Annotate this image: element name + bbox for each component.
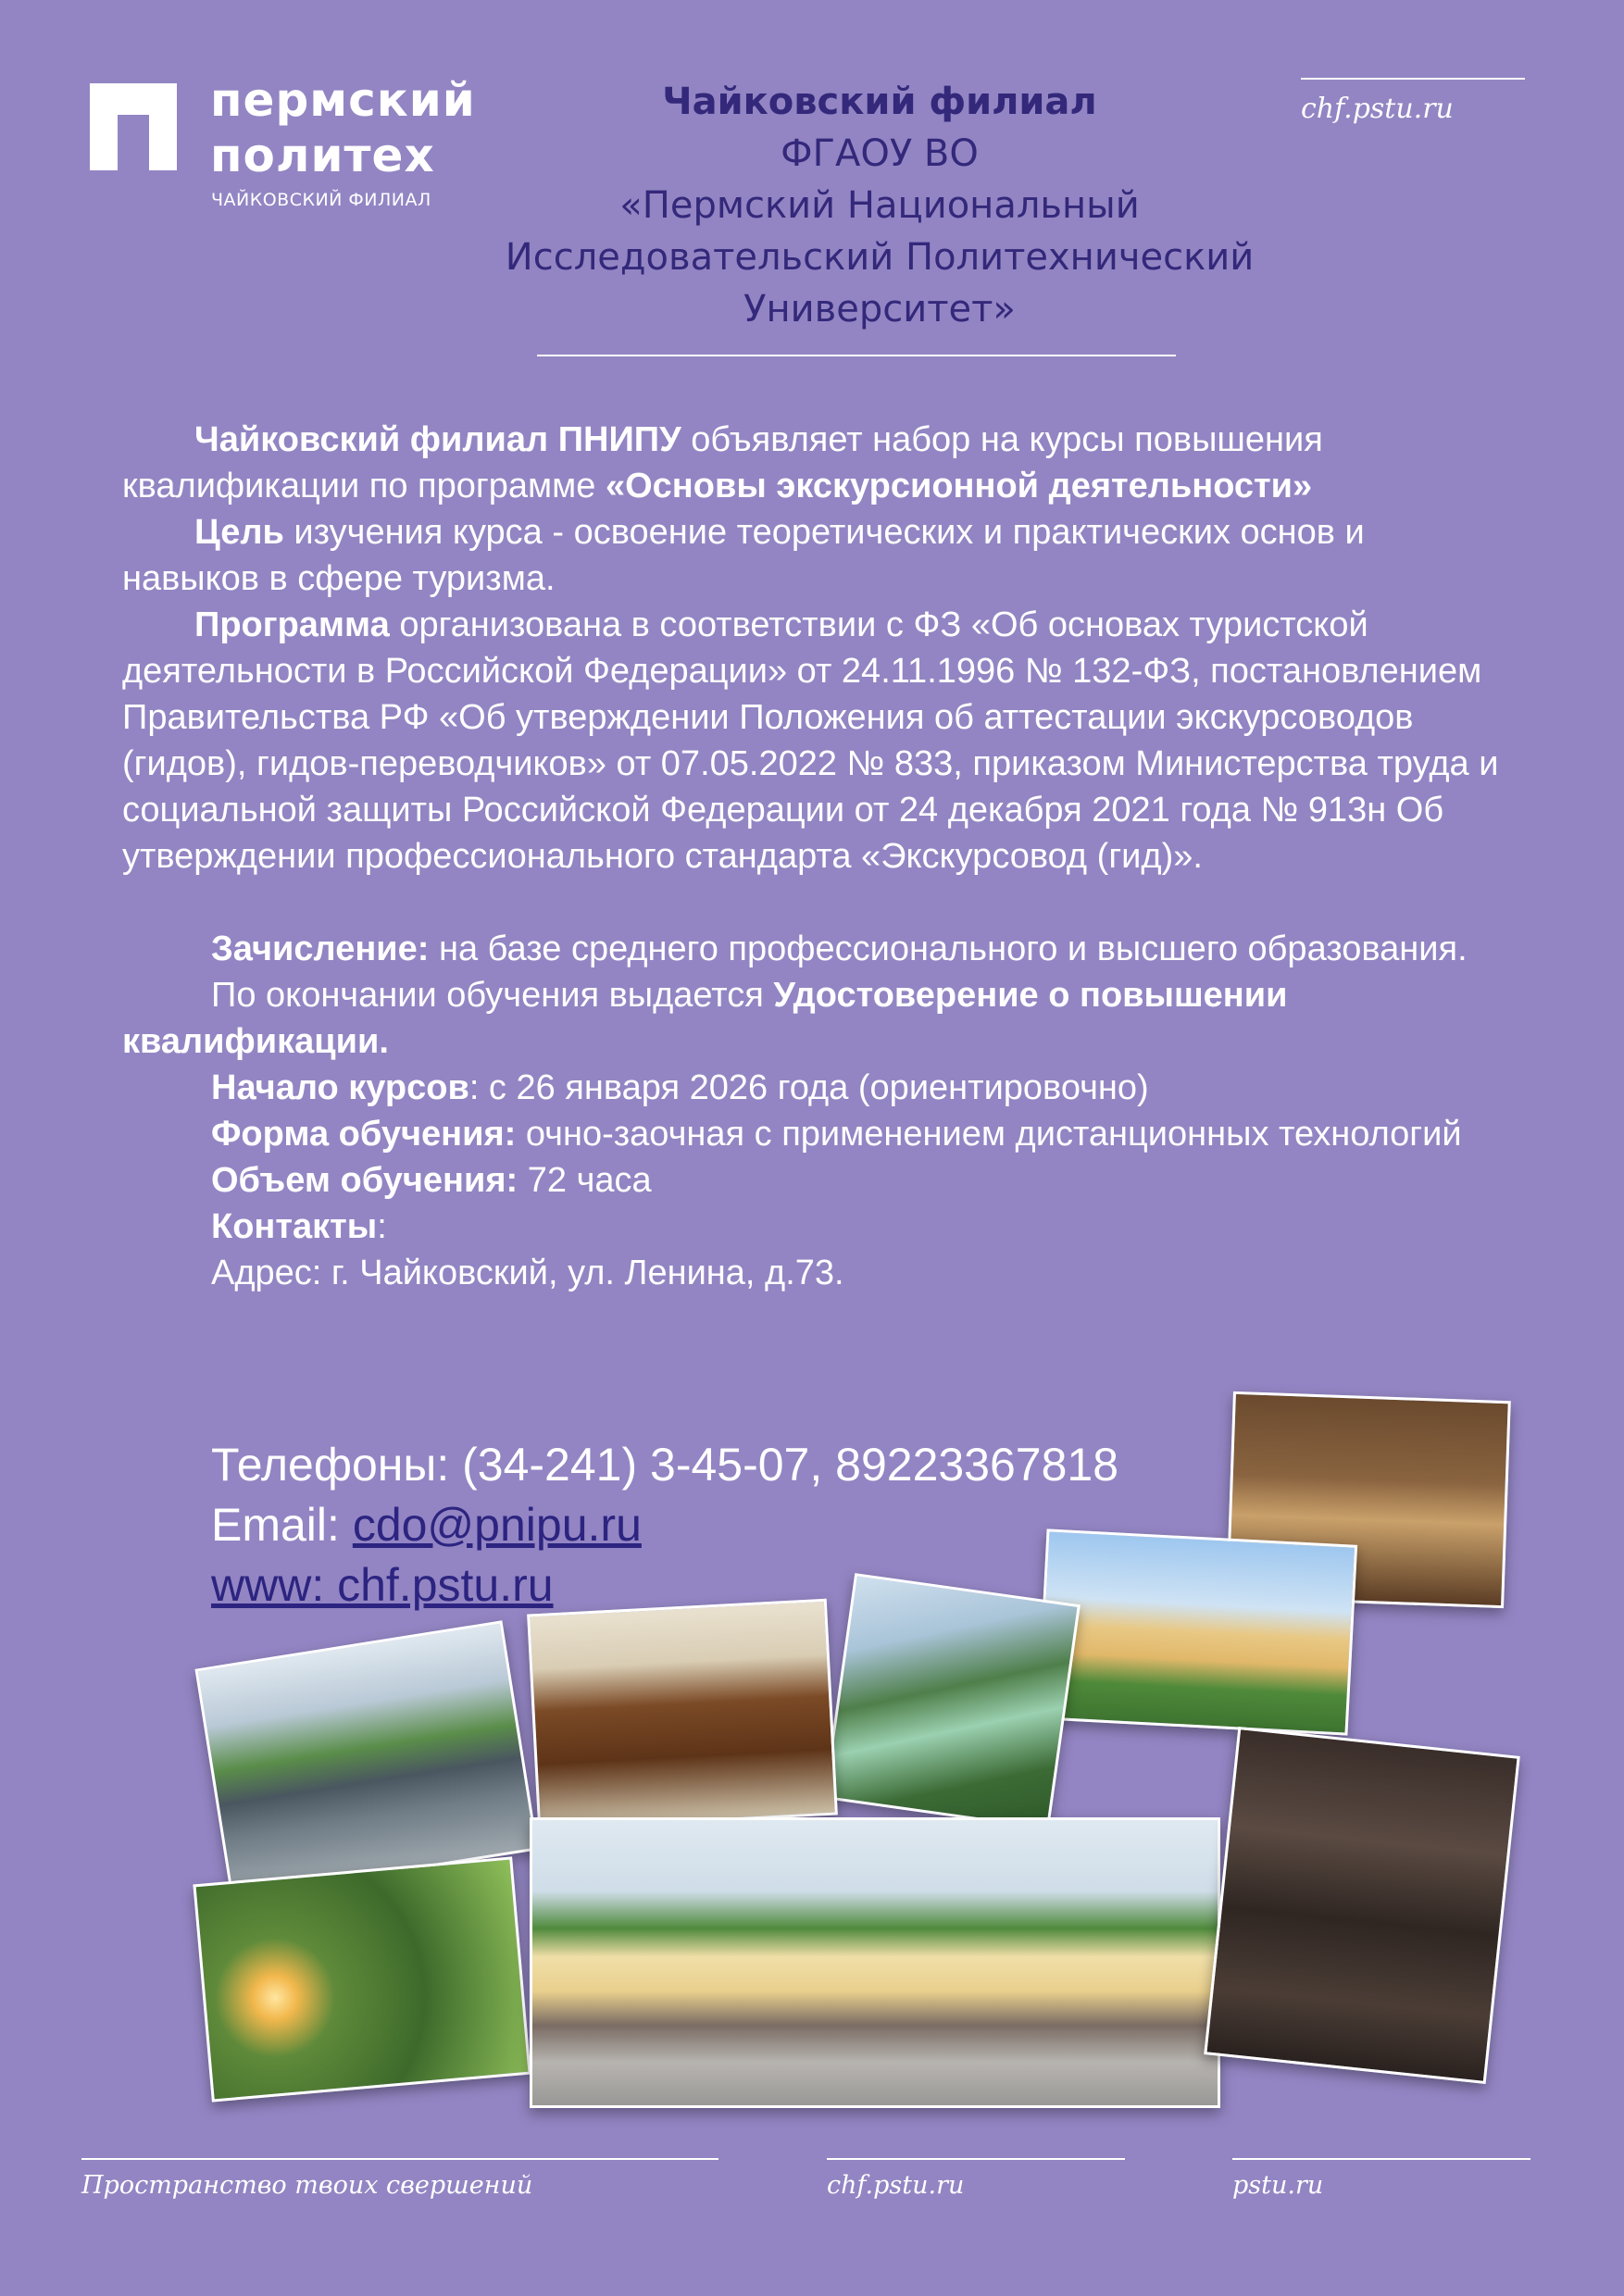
- intro-text: объявляет набор на курсы повышения квалификации по программе: [122, 420, 1323, 505]
- footer-slogan: Пространство твоих свершений: [81, 2171, 533, 2200]
- photo-monument: [194, 1620, 538, 1898]
- header-line-3: «Пермский Национальный: [619, 184, 1140, 227]
- email-link[interactable]: cdo@pnipu.ru: [352, 1499, 642, 1551]
- start-text: : с 26 января 2026 года (ориентировочно): [468, 1068, 1149, 1107]
- form-text: очно-заочная с применением дистанционных технологий: [516, 1115, 1462, 1154]
- footer-divider-1: [81, 2158, 718, 2160]
- logo-mark-icon: [90, 83, 177, 170]
- phones-line: Телефоны: (34-241) 3-45-07, 89223367818: [211, 1439, 1119, 1491]
- photo-yellow-house: [1037, 1529, 1357, 1735]
- start-paragraph: [122, 1065, 1511, 1111]
- volume-label: Объем обучения:: [211, 1161, 518, 1200]
- email-label: Email:: [211, 1499, 353, 1551]
- contacts-label: Контакты: [211, 1207, 378, 1246]
- top-right-site-link[interactable]: chf.pstu.ru: [1301, 93, 1454, 125]
- logo-line-2: политех: [210, 129, 435, 182]
- form-label: Форма обучения:: [211, 1115, 517, 1154]
- program-paragraph: [122, 602, 1511, 880]
- header-line-5: Университет»: [743, 288, 1016, 331]
- program-title: «Основы экскурсионной деятельности»: [605, 467, 1313, 505]
- footer-site-link[interactable]: chf.pstu.ru: [827, 2171, 965, 2200]
- perm-polytech-logo: [90, 72, 479, 220]
- header-divider: [537, 355, 1176, 356]
- goal-label: Цель: [194, 513, 284, 552]
- volume-paragraph: [122, 1157, 1511, 1204]
- program-text: организована в соответствии с ФЗ «Об основах туристской деятельности в Российской Федерации» от 24.11.1996 № 132-ФЗ, постановлением Правительства РФ «Об утверждении Положения об аттестации экскурсоводов (гидов), гидов-переводчиков» от 07.05.2022 № 833, приказом Министерства труда и социальной защиты Российской Федерации от 24 декабря 2021 года № 913н Об утверждении профессионального стандарта «Экскурсовод (гид)».: [122, 605, 1499, 876]
- photo-tchaikovsky-exhibit: [1204, 1727, 1520, 2084]
- form-paragraph: [122, 1111, 1511, 1157]
- photo-piano-room: [527, 1599, 838, 1831]
- www-link[interactable]: www: chf.pstu.ru: [211, 1559, 554, 1611]
- www-line: [211, 1555, 554, 1615]
- announcement-body: [122, 417, 1511, 1296]
- photo-sunset-sign: [193, 1856, 531, 2102]
- certificate-paragraph: [122, 972, 1511, 1065]
- certificate-label: Удостоверение о повышении квалификации.: [122, 976, 1288, 1061]
- contacts-colon: :: [377, 1207, 387, 1246]
- email-line: [211, 1495, 642, 1554]
- goal-paragraph: [122, 509, 1511, 602]
- header-line-2: ФГАОУ ВО: [781, 132, 979, 175]
- footer-divider-2: [827, 2158, 1125, 2160]
- institution-header: [463, 76, 1296, 335]
- intro-branch-name: Чайковский филиал ПНИПУ: [194, 420, 681, 459]
- header-line-1: Чайковский филиал: [662, 81, 1097, 123]
- photo-composer-square: [530, 1817, 1220, 2108]
- goal-text: изучения курса - освоение теоретических и практических основ и навыков в сфере туризма.: [122, 513, 1365, 598]
- logo-line-1: пермский: [210, 73, 476, 127]
- start-label: Начало курсов: [211, 1068, 469, 1107]
- logo-wordmark: [210, 72, 476, 183]
- enroll-label: Зачисление:: [211, 930, 430, 968]
- photo-ski-jumps: [823, 1573, 1081, 1830]
- footer-divider-3: [1232, 2158, 1530, 2160]
- enroll-paragraph: [122, 926, 1511, 972]
- volume-text: 72 часа: [518, 1161, 652, 1200]
- logo-subtitle: ЧАЙКОВСКИЙ ФИЛИАЛ: [211, 190, 431, 210]
- certificate-text: По окончании обучения выдается: [211, 976, 774, 1015]
- top-right-divider: [1301, 78, 1525, 80]
- intro-paragraph: [122, 417, 1511, 509]
- address-line: Адрес: г. Чайковский, ул. Ленина, д.73.: [211, 1254, 844, 1292]
- header-line-4: Исследовательский Политехнический: [505, 236, 1255, 279]
- enroll-text: на базе среднего профессионального и высшего образования.: [429, 930, 1468, 968]
- program-label: Программа: [194, 605, 390, 644]
- footer-pstu-link[interactable]: pstu.ru: [1232, 2171, 1324, 2200]
- contacts-paragraph: [122, 1204, 1511, 1250]
